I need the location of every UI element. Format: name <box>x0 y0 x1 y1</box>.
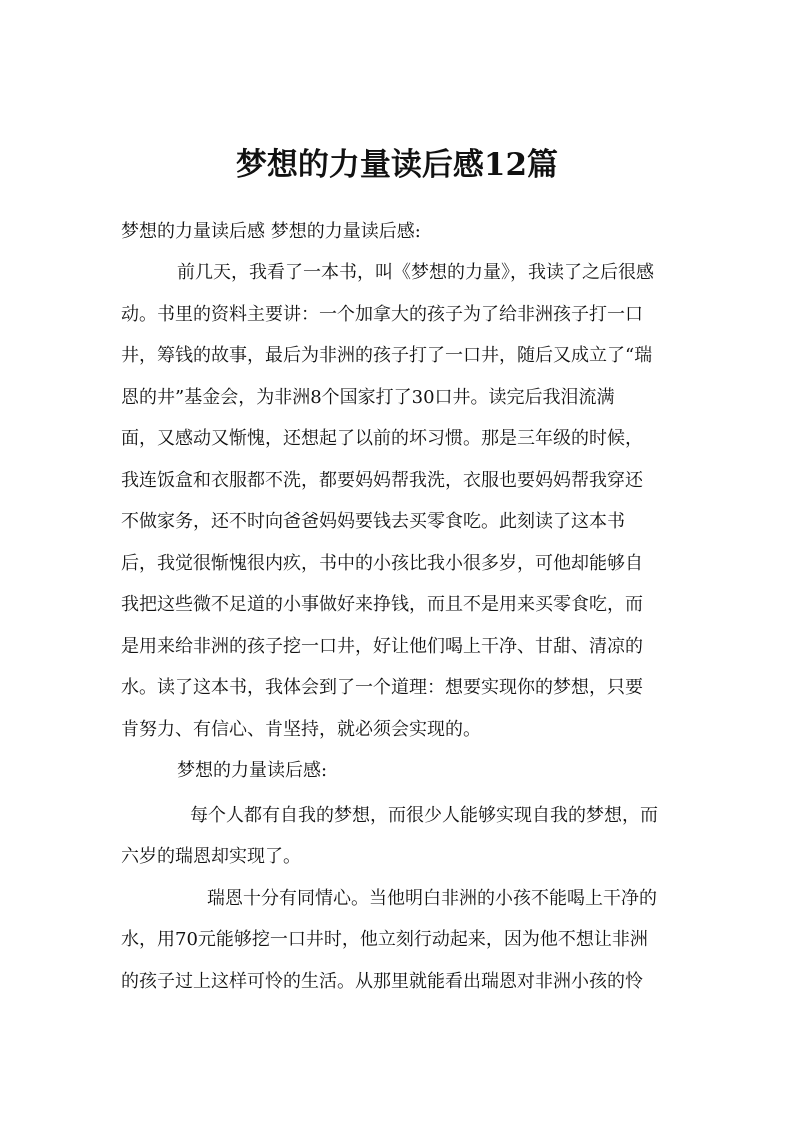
essay1-line: 我把这些微不足道的小事做好来挣钱，而且不是用来买零食吃，而 <box>121 594 643 615</box>
essay1-line: 前几天，我看了一本书，叫《梦想的力量》，我读了之后很感 <box>177 262 654 283</box>
essay2-para1-line: 每个人都有自我的梦想，而很少人能够实现自我的梦想，而 <box>190 805 658 826</box>
essay1-line: 后，我觉很惭愧很内疚，书中的小孩比我小很多岁，可他却能够自 <box>121 553 643 574</box>
subheading-line: 梦想的力量读后感 梦想的力量读后感: <box>121 221 421 242</box>
document-title: 梦想的力量读后感12篇 <box>235 147 559 183</box>
section2-heading: 梦想的力量读后感: <box>177 760 328 781</box>
essay1-line: 是用来给非洲的孩子挖一口井，好让他们喝上干净、甘甜、清凉的 <box>121 636 643 657</box>
essay1-line: 恩的井”基金会，为非洲8个国家打了30口井。读完后我泪流满 <box>121 387 615 408</box>
essay2-para2-line: 瑞恩十分有同情心。当他明白非洲的小孩不能喝上干净的 <box>207 888 657 909</box>
essay1-line: 肯努力、有信心、肯坚持，就必须会实现的。 <box>121 719 481 740</box>
essay2-para2-line: 水，用70元能够挖一口井时，他立刻行动起来，因为他不想让非洲 <box>121 929 648 950</box>
essay2-para1-line: 六岁的瑞恩却实现了。 <box>121 846 301 867</box>
essay1-line: 井，筹钱的故事，最后为非洲的孩子打了一口井，随后又成立了“瑞 <box>121 345 653 366</box>
essay1-line: 不做家务，还不时向爸爸妈妈要钱去买零食吃。此刻读了这本书 <box>121 511 625 532</box>
essay1-line: 动。书里的资料主要讲：一个加拿大的孩子为了给非洲孩子打一口 <box>121 304 643 325</box>
essay2-para2-line: 的孩子过上这样可怜的生活。从那里就能看出瑞恩对非洲小孩的怜 <box>121 971 643 992</box>
essay1-line: 水。读了这本书，我体会到了一个道理：想要实现你的梦想，只要 <box>121 677 643 698</box>
essay1-line: 我连饭盒和衣服都不洗，都要妈妈帮我洗，衣服也要妈妈帮我穿还 <box>121 470 643 491</box>
essay1-line: 面，又感动又惭愧，还想起了以前的坏习惯。那是三年级的时候， <box>121 428 643 449</box>
